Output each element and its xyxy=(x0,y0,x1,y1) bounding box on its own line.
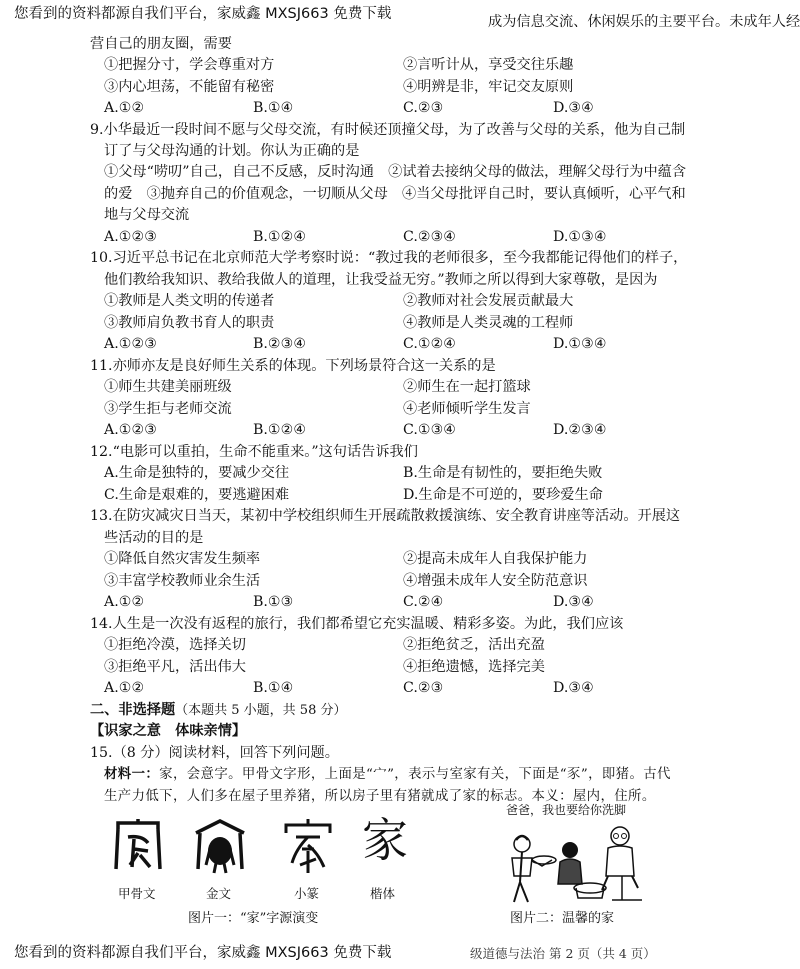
q9-answer-c[interactable]: C.②③④ xyxy=(403,229,457,245)
q11-answer-b[interactable]: B.①②④ xyxy=(253,422,307,438)
label-seal: 小篆 xyxy=(294,886,320,901)
q12-stem: 12.“电影可以重拍，生命不能重来。”这句话告诉我们 xyxy=(90,444,418,460)
family-cartoon xyxy=(482,818,652,906)
q11-option-3: ③学生拒与老师交流 xyxy=(104,401,232,417)
q11-answer-a[interactable]: A.①②③ xyxy=(104,422,157,438)
q15-material-1-text1: 家，会意字。甲骨文字形，上面是“宀”，表示与室家有关，下面是“豕”，即猪。古代 xyxy=(159,767,671,782)
bronze-glyph xyxy=(192,819,248,875)
footer-page-number: 级道德与法治 第 2 页（共 4 页） xyxy=(470,946,656,961)
figure-2-illustration xyxy=(478,800,658,908)
q13-answer-a[interactable]: A.①② xyxy=(104,594,145,610)
watermark-bottom: 您看到的资料都源自我们平台，家威鑫 MXSJ663 免费下载 xyxy=(14,945,392,961)
q12-answer-b[interactable]: B.生命是有韧性的，要拒绝失败 xyxy=(403,465,603,481)
q8-option-4: ④明辨是非，牢记交友原则 xyxy=(403,79,574,95)
q11-answer-d[interactable]: D.②③④ xyxy=(553,422,607,438)
q10-option-2: ②教师对社会发展贡献最大 xyxy=(403,293,574,309)
q11-answer-c[interactable]: C.①③④ xyxy=(403,422,457,438)
q11-stem: 11.亦师亦友是良好师生关系的体现。下列场景符合这一关系的是 xyxy=(90,358,496,374)
figure-2-caption: 图片二：温馨的家 xyxy=(510,911,615,926)
section-2-title: 二、非选择题 xyxy=(90,702,176,718)
q11-option-2: ②师生在一起打篮球 xyxy=(403,379,531,395)
q9-answer-b[interactable]: B.①②④ xyxy=(253,229,307,245)
q13-stem-line1: 13.在防灾减灾日当天，某初中学校组织师生开展疏散救援演练、安全教育讲座等活动。开展这 xyxy=(90,508,681,524)
section-2-note: （本题共 5 小题，共 58 分） xyxy=(175,703,347,718)
q10-stem-line2: 他们教给我知识、教给我做人的道理，让我受益无穷。”教师之所以得到大家尊敬，是因为 xyxy=(104,272,658,288)
q8-stem-line2: 营自己的朋友圈，需要 xyxy=(90,36,232,52)
q14-answer-a[interactable]: A.①② xyxy=(104,680,145,696)
oracle-bone-glyph xyxy=(112,819,164,875)
q9-answer-a[interactable]: A.①②③ xyxy=(104,229,157,245)
q9-options-line3: 地与父母交流 xyxy=(104,207,190,223)
q8-stem-tail: 成为信息交流、休闲娱乐的主要平台。未成年人经 xyxy=(488,14,800,30)
q9-options-line2: 的爱 ③抛弃自己的价值观念，一切顺从父母 ④当父母批评自己时，要认真倾听，心平气和 xyxy=(104,186,686,202)
regular-script-char: 家 xyxy=(362,813,408,867)
q14-stem: 14.人生是一次没有返程的旅行，我们都希望它充实温暖、精彩多姿。为此，我们应该 xyxy=(90,616,624,632)
q12-answer-d[interactable]: D.生命是不可逆的，要珍爱生命 xyxy=(403,487,603,503)
q9-answer-d[interactable]: D.①③④ xyxy=(553,229,607,245)
q10-answer-b[interactable]: B.②③④ xyxy=(253,336,307,352)
q15-stem: 15.（8 分）阅读材料，回答下列问题。 xyxy=(90,745,339,761)
q8-option-2: ②言听计从，享受交往乐趣 xyxy=(403,57,574,73)
q14-option-4: ④拒绝遗憾，选择完美 xyxy=(403,659,545,675)
q13-stem-line2: 些活动的目的是 xyxy=(104,530,204,546)
q9-options-line1: ①父母“唠叨”自己，自己不反感，反时沟通 ②试着去接纳父母的做法，理解父母行为中蕴含 xyxy=(104,164,687,180)
q14-option-1: ①拒绝冷漠，选择关切 xyxy=(104,637,246,653)
q8-answer-d[interactable]: D.③④ xyxy=(553,100,594,116)
q8-option-3: ③内心坦荡，不能留有秘密 xyxy=(104,79,275,95)
speech-bubble-text: 爸爸，我也要给你洗脚 xyxy=(506,803,627,817)
q14-option-3: ③拒绝平凡，活出伟大 xyxy=(104,659,246,675)
q15-material-1-label: 材料一： xyxy=(104,766,160,782)
seal-script-glyph xyxy=(282,819,334,875)
q14-answer-c[interactable]: C.②③ xyxy=(403,680,444,696)
q13-answer-c[interactable]: C.②④ xyxy=(403,594,444,610)
q10-answer-d[interactable]: D.①③④ xyxy=(553,336,607,352)
q8-option-1: ①把握分寸，学会尊重对方 xyxy=(104,57,275,73)
q8-answer-c[interactable]: C.②③ xyxy=(403,100,444,116)
q13-option-3: ③丰富学校教师业余生活 xyxy=(104,573,261,589)
q10-answer-a[interactable]: A.①②③ xyxy=(104,336,157,352)
q11-option-4: ④老师倾听学生发言 xyxy=(403,401,531,417)
q11-option-1: ①师生共建美丽班级 xyxy=(104,379,232,395)
q10-option-3: ③教师肩负教书育人的职责 xyxy=(104,315,275,331)
q10-answer-c[interactable]: C.①②④ xyxy=(403,336,457,352)
q8-answer-a[interactable]: A.①② xyxy=(104,100,145,116)
q10-stem-line1: 10.习近平总书记在北京师范大学考察时说：“教过我的老师很多，至今我都能记得他们的样子， xyxy=(90,250,688,266)
q9-stem-line1: 9.小华最近一段时间不愿与父母交流，有时候还顶撞父母，为了改善与父母的关系，他为自己制 xyxy=(90,122,686,138)
watermark-top: 您看到的资料都源自我们平台，家威鑫 MXSJ663 免费下载 xyxy=(14,6,392,22)
q13-answer-d[interactable]: D.③④ xyxy=(553,594,594,610)
label-regular: 楷体 xyxy=(370,886,396,901)
section-2-theme: 【识家之意 体味亲情】 xyxy=(90,723,247,739)
q12-answer-a[interactable]: A.生命是独特的，要减少交往 xyxy=(104,465,290,481)
section-2-heading xyxy=(90,700,346,721)
q14-option-2: ②拒绝贫乏，活出充盈 xyxy=(403,637,545,653)
q15-material-1-line2: 生产力低下，人们多在屋子里养猪，所以房子里有猪就成了家的标志。本义：屋内，住所。 xyxy=(104,789,656,804)
q13-answer-b[interactable]: B.①③ xyxy=(253,594,294,610)
q13-option-4: ④增强未成年人安全防范意识 xyxy=(403,573,588,589)
q13-option-2: ②提高未成年人自我保护能力 xyxy=(403,551,588,567)
q14-answer-b[interactable]: B.①④ xyxy=(253,680,294,696)
figure-1-caption: 图片一：“家”字源演变 xyxy=(188,911,319,926)
q12-answer-c[interactable]: C.生命是艰难的，要逃避困难 xyxy=(104,487,290,503)
q15-material-1-line1 xyxy=(104,764,671,785)
q8-answer-b[interactable]: B.①④ xyxy=(253,100,294,116)
q9-stem-line2: 订了与父母沟通的计划。你认为正确的是 xyxy=(104,143,360,159)
q14-answer-d[interactable]: D.③④ xyxy=(553,680,594,696)
label-bronze: 金文 xyxy=(206,886,232,901)
label-oracle-bone: 甲骨文 xyxy=(118,886,156,901)
q10-option-1: ①教师是人类文明的传递者 xyxy=(104,293,275,309)
q13-option-1: ①降低自然灾害发生频率 xyxy=(104,551,261,567)
q10-option-4: ④教师是人类灵魂的工程师 xyxy=(403,315,574,331)
